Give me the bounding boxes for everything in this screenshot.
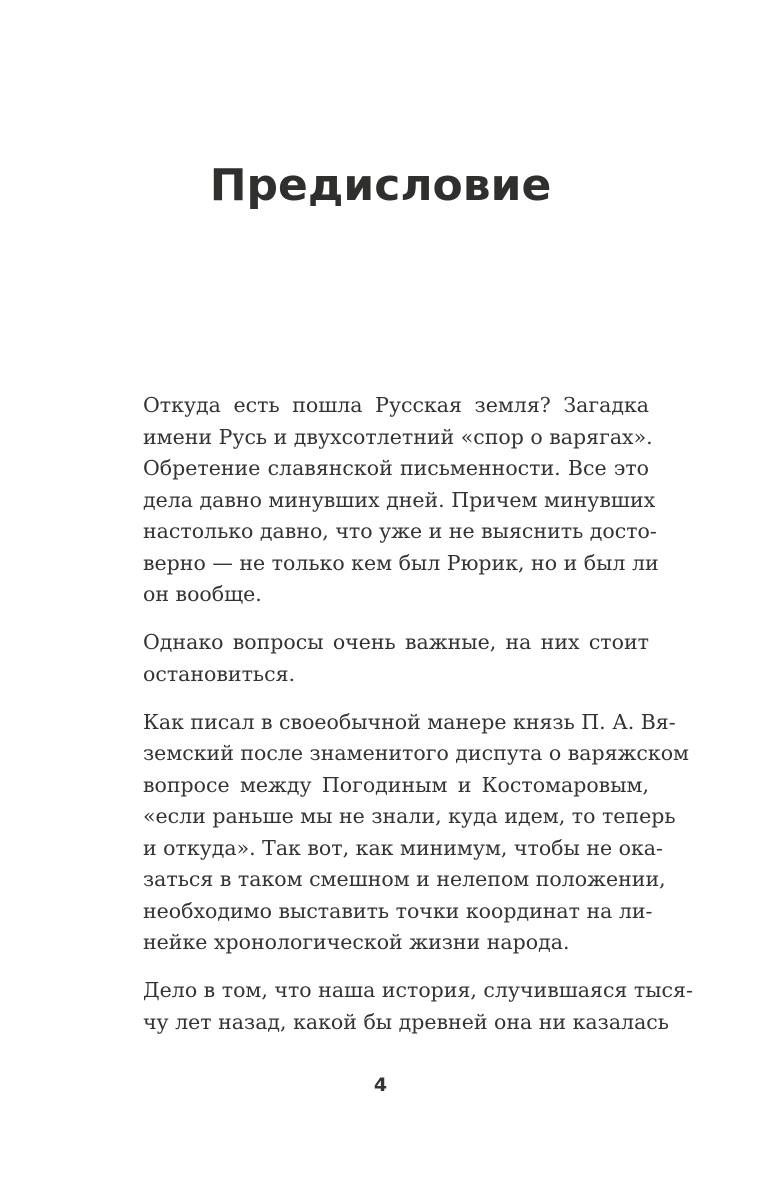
paragraph	[143, 627, 649, 690]
page-title: Предисловие	[209, 160, 552, 211]
text-line: он вообще.	[143, 582, 262, 606]
text-line: чу лет назад, какой бы древней она ни казалась	[143, 1009, 669, 1034]
page-number: 4	[373, 1074, 388, 1096]
paragraph	[143, 390, 659, 611]
text-line: земский после знаменитого диспута о варяжском	[143, 741, 689, 765]
text-line: Обретение славянской письменности. Все это	[143, 456, 649, 480]
text-line: Как писал в своеобычной манере князь П. А. Вя-	[143, 709, 676, 734]
text-line: заться в таком смешном и нелепом положении,	[143, 867, 666, 891]
text-line: имени Русь и двухсотлетний «спор о варягах».	[143, 424, 653, 449]
text-line: «если раньше мы не знали, куда идем, то теперь	[143, 804, 676, 828]
text-line: верно — не только кем был Рюрик, но и был ли	[143, 550, 659, 575]
body-text	[143, 390, 693, 1055]
text-line: Откуда есть пошла Русская земля? Загадка	[143, 393, 649, 417]
text-line: и откуда». Так вот, как минимум, чтобы не ока-	[143, 835, 663, 860]
text-line: необходимо выставить точки координат на ли-	[143, 898, 653, 923]
text-line: Дело в том, что наша история, случившаяся тыся-	[143, 978, 693, 1002]
text-line: вопросе между Погодиным и Костомаровым,	[143, 772, 649, 797]
text-line: Однако вопросы очень важные, на них стоит	[143, 630, 649, 654]
paragraph	[143, 975, 693, 1038]
text-line: настолько давно, что уже и не выяснить досто-	[143, 519, 657, 543]
text-line: дела давно минувших дней. Причем минувших	[143, 487, 656, 512]
text-line: нейке хронологической жизни народа.	[143, 930, 570, 954]
text-line: остановиться.	[143, 661, 296, 686]
paragraph	[143, 707, 689, 959]
